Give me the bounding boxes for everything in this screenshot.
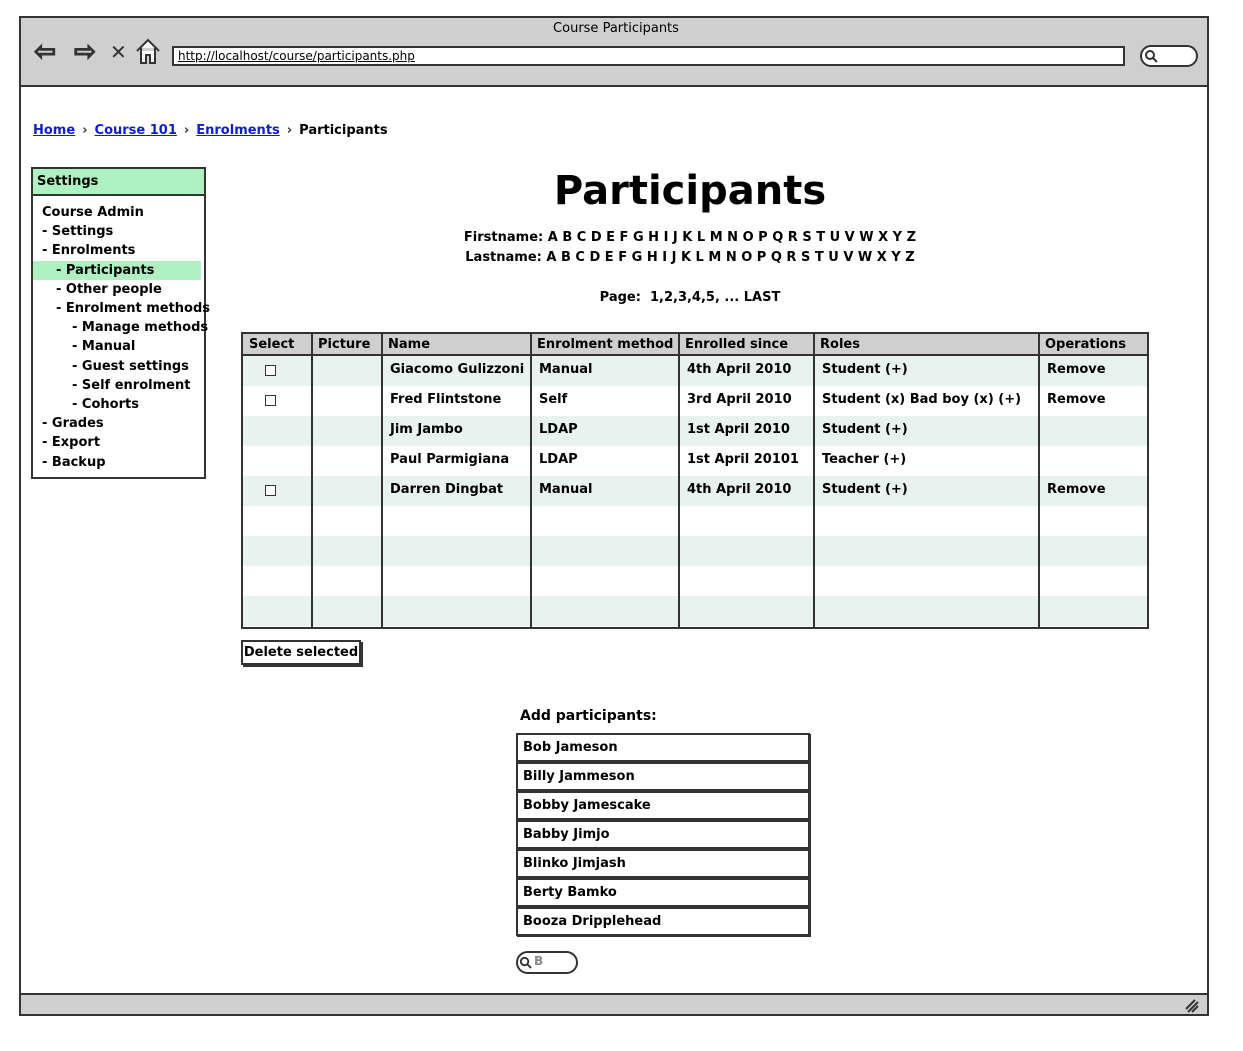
add-participant-item[interactable]: Bob Jameson xyxy=(516,733,810,762)
table-cell-method: Manual xyxy=(539,482,593,497)
table-cell-since xyxy=(679,596,687,626)
forward-arrow-icon[interactable]: ⇨ xyxy=(74,37,96,67)
settings-tree-item[interactable]: - Cohorts xyxy=(72,397,139,412)
pagination xyxy=(440,290,940,305)
breadcrumb-link-home[interactable]: Home xyxy=(33,123,76,138)
search-icon xyxy=(519,956,532,969)
table-cell-method: LDAP xyxy=(539,452,578,467)
back-arrow-icon[interactable]: ⇦ xyxy=(34,37,56,67)
table-row xyxy=(243,386,1147,416)
table-cell-roles: Student (+) xyxy=(822,362,908,377)
settings-tree-item[interactable]: - Enrolment methods xyxy=(56,301,211,316)
pager-label: Page: xyxy=(599,290,641,305)
url-field[interactable]: http://localhost/course/participants.php xyxy=(172,46,1125,66)
table-cell-name xyxy=(382,596,390,626)
table-cell-name: Giacomo Gulizzoni xyxy=(390,362,525,377)
page-title: Participants xyxy=(553,168,827,214)
delete-selected-button[interactable]: Delete selected xyxy=(241,640,361,665)
table-cell-since xyxy=(679,536,687,566)
home-icon[interactable] xyxy=(134,36,162,66)
settings-tree-item[interactable]: - Participants xyxy=(33,261,201,280)
resize-grip-icon[interactable] xyxy=(1185,999,1199,1013)
column-divider xyxy=(530,334,532,627)
table-row xyxy=(243,476,1147,506)
settings-tree-item[interactable]: - Settings xyxy=(42,224,114,240)
table-cell-roles xyxy=(814,506,822,536)
column-header-enrolled-since[interactable]: Enrolled since xyxy=(679,334,814,356)
table-cell-ops xyxy=(1039,536,1047,566)
lastname-label: Lastname: xyxy=(465,250,542,265)
participant-search-value: B xyxy=(534,954,544,968)
table-cell-since: 1st April 20101 xyxy=(687,452,799,467)
table-row xyxy=(243,416,1147,446)
table-cell-method: LDAP xyxy=(539,422,578,437)
window-title: Course Participants xyxy=(553,21,679,36)
row-select-checkbox[interactable] xyxy=(265,365,276,376)
add-participant-item[interactable]: Bobby Jamescake xyxy=(516,791,810,820)
table-cell-ops[interactable]: Remove xyxy=(1047,362,1106,377)
lastname-letter-links[interactable]: A B C D E F G H I J K L M N O P Q R S T U V W X Y Z xyxy=(546,250,915,265)
row-select-checkbox[interactable] xyxy=(265,395,276,406)
settings-tree-item[interactable]: - Grades xyxy=(42,416,104,432)
table-cell-name xyxy=(382,536,390,566)
row-select-checkbox[interactable] xyxy=(265,485,276,496)
table-cell-roles xyxy=(814,536,822,566)
table-row xyxy=(243,356,1147,386)
participant-search-field[interactable] xyxy=(516,951,578,974)
table-row xyxy=(243,536,1147,566)
column-divider xyxy=(381,334,383,627)
settings-tree-item[interactable]: Course Admin xyxy=(42,205,144,220)
table-cell-ops xyxy=(1039,416,1047,446)
column-divider xyxy=(813,334,815,627)
column-header-roles[interactable]: Roles xyxy=(814,334,1039,356)
column-divider xyxy=(311,334,313,627)
table-cell-method xyxy=(531,506,539,536)
table-cell-name: Jim Jambo xyxy=(390,422,463,437)
search-icon xyxy=(1144,49,1158,63)
table-cell-roles: Teacher (+) xyxy=(822,452,907,467)
pager-links[interactable]: 1,2,3,4,5, ... LAST xyxy=(649,290,781,305)
firstname-label: Firstname: xyxy=(463,230,544,245)
table-cell-roles: Student (+) xyxy=(822,482,908,497)
table-cell-since: 1st April 2010 xyxy=(687,422,790,437)
table-cell-ops[interactable]: Remove xyxy=(1047,482,1106,497)
table-cell-method: Self xyxy=(539,392,568,407)
table-cell-name xyxy=(382,506,390,536)
table-cell-since xyxy=(679,566,687,596)
table-cell-ops xyxy=(1039,506,1047,536)
settings-tree-item[interactable]: - Guest settings xyxy=(72,358,189,374)
table-cell-name: Paul Parmigiana xyxy=(390,452,510,467)
settings-tree-item[interactable]: - Enrolments xyxy=(42,243,136,259)
add-participants-label: Add participants: xyxy=(520,708,657,724)
chevron-right-icon: › xyxy=(286,123,293,138)
table-cell-ops xyxy=(1039,596,1047,626)
settings-tree-item[interactable]: - Manage methods xyxy=(72,320,209,336)
table-cell-name xyxy=(382,566,390,596)
settings-block-header: Settings xyxy=(33,169,204,196)
status-bar xyxy=(19,993,1209,1016)
table-cell-method xyxy=(531,566,539,596)
table-row xyxy=(243,506,1147,536)
table-cell-roles xyxy=(814,566,822,596)
add-participant-item[interactable]: Berty Bamko xyxy=(516,878,810,907)
table-cell-method: Manual xyxy=(539,362,593,377)
breadcrumb xyxy=(33,123,388,138)
settings-tree-item[interactable]: - Backup xyxy=(42,454,106,470)
chevron-right-icon: › xyxy=(82,123,88,138)
settings-tree-item[interactable]: - Self enrolment xyxy=(72,377,191,393)
lastname-filter xyxy=(380,250,1000,265)
table-row xyxy=(243,566,1147,596)
settings-block xyxy=(31,167,211,479)
table-cell-ops xyxy=(1039,566,1047,596)
table-cell-roles xyxy=(814,596,822,626)
table-cell-since xyxy=(679,506,687,536)
add-participant-item[interactable]: Booza Dripplehead xyxy=(516,907,810,936)
column-header-picture[interactable]: Picture xyxy=(312,334,382,356)
column-header-operations[interactable]: Operations xyxy=(1039,334,1147,356)
stop-icon[interactable]: ✕ xyxy=(110,40,127,64)
table-row xyxy=(243,446,1147,476)
table-cell-ops xyxy=(1039,446,1047,476)
column-header-name[interactable]: Name xyxy=(382,334,531,356)
table-cell-since: 4th April 2010 xyxy=(687,362,792,377)
table-cell-name: Fred Flintstone xyxy=(390,392,502,407)
column-divider xyxy=(678,334,680,627)
table-cell-method xyxy=(531,596,539,626)
column-header-select[interactable]: Select xyxy=(243,334,312,356)
settings-tree-item[interactable]: - Manual xyxy=(72,339,136,355)
settings-tree-item[interactable]: - Export xyxy=(42,435,101,451)
add-participant-item[interactable]: Babby Jimjo xyxy=(516,820,810,849)
table-cell-method xyxy=(531,536,539,566)
firstname-letter-links[interactable]: A B C D E F G H I J K L M N O P Q R S T U V W X Y Z xyxy=(547,230,917,245)
column-header-enrolment-method[interactable]: Enrolment method xyxy=(531,334,679,356)
add-participant-item[interactable]: Billy Jammeson xyxy=(516,762,810,791)
table-row xyxy=(243,596,1147,626)
breadcrumb-link-enrolments[interactable]: Enrolments xyxy=(196,123,280,138)
table-cell-name: Darren Dingbat xyxy=(390,482,504,497)
settings-tree-item[interactable]: - Other people xyxy=(56,281,162,297)
breadcrumb-link-course[interactable]: Course 101 xyxy=(94,123,177,138)
table-cell-since: 3rd April 2010 xyxy=(687,392,792,407)
browser-search-field[interactable] xyxy=(1140,45,1198,67)
table-cell-roles: Student (x) Bad boy (x) (+) xyxy=(822,392,1022,407)
table-cell-since: 4th April 2010 xyxy=(687,482,792,497)
chevron-right-icon: › xyxy=(183,123,190,138)
table-cell-roles: Student (+) xyxy=(822,422,908,437)
column-divider xyxy=(1038,334,1040,627)
participants-table xyxy=(241,332,1149,629)
add-participant-item[interactable]: Blinko Jimjash xyxy=(516,849,810,878)
breadcrumb-current: Participants xyxy=(299,123,388,138)
table-cell-ops[interactable]: Remove xyxy=(1047,392,1106,407)
firstname-filter xyxy=(380,230,1000,245)
